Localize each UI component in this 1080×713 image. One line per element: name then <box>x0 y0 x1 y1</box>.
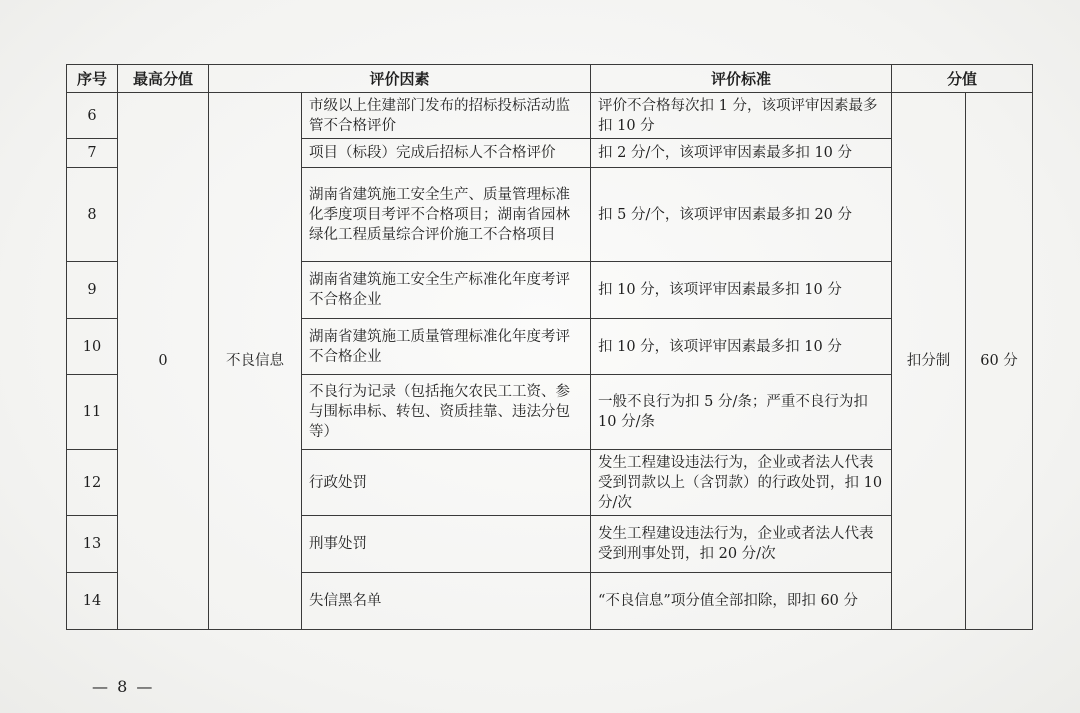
group-max-score: 0 <box>118 93 209 630</box>
row-standard: “不良信息”项分值全部扣除，即扣 60 分 <box>591 573 892 630</box>
row-factor: 刑事处罚 <box>302 516 591 573</box>
row-seq: 6 <box>67 93 118 139</box>
row-standard: 发生工程建设违法行为，企业或者法人代表受到刑事处罚，扣 20 分/次 <box>591 516 892 573</box>
row-factor: 市级以上住建部门发布的招标投标活动监管不合格评价 <box>302 93 591 139</box>
row-standard: 发生工程建设违法行为，企业或者法人代表受到罚款以上（含罚款）的行政处罚，扣 10 分/次 <box>591 450 892 516</box>
row-seq: 10 <box>67 319 118 375</box>
header-max-score: 最高分值 <box>118 65 209 93</box>
row-seq: 7 <box>67 139 118 168</box>
group-method: 扣分制 <box>892 93 966 630</box>
row-standard: 扣 10 分，该项评审因素最多扣 10 分 <box>591 262 892 319</box>
group-score: 60 分 <box>966 93 1033 630</box>
row-seq: 11 <box>67 375 118 450</box>
header-standard: 评价标准 <box>591 65 892 93</box>
row-seq: 14 <box>67 573 118 630</box>
row-factor: 项目（标段）完成后招标人不合格评价 <box>302 139 591 168</box>
group-category: 不良信息 <box>209 93 302 630</box>
evaluation-table <box>66 64 1033 630</box>
header-row <box>67 65 1033 93</box>
row-factor: 湖南省建筑施工安全生产、质量管理标准化季度项目考评不合格项目；湖南省园林绿化工程质量综合评价施工不合格项目 <box>302 168 591 262</box>
row-seq: 13 <box>67 516 118 573</box>
header-seq: 序号 <box>67 65 118 93</box>
row-seq: 12 <box>67 450 118 516</box>
row-factor: 湖南省建筑施工质量管理标准化年度考评不合格企业 <box>302 319 591 375</box>
header-factor: 评价因素 <box>209 65 591 93</box>
page-number: — 8 — <box>92 677 155 696</box>
row-factor: 湖南省建筑施工安全生产标准化年度考评不合格企业 <box>302 262 591 319</box>
row-factor: 不良行为记录（包括拖欠农民工工资、参与围标串标、转包、资质挂靠、违法分包等） <box>302 375 591 450</box>
header-score: 分值 <box>892 65 1033 93</box>
row-standard: 一般不良行为扣 5 分/条；严重不良行为扣 10 分/条 <box>591 375 892 450</box>
row-seq: 9 <box>67 262 118 319</box>
row-standard: 扣 10 分，该项评审因素最多扣 10 分 <box>591 319 892 375</box>
row-factor: 失信黑名单 <box>302 573 591 630</box>
row-standard: 评价不合格每次扣 1 分，该项评审因素最多扣 10 分 <box>591 93 892 139</box>
row-seq: 8 <box>67 168 118 262</box>
row-factor: 行政处罚 <box>302 450 591 516</box>
row-standard: 扣 2 分/个，该项评审因素最多扣 10 分 <box>591 139 892 168</box>
row-standard: 扣 5 分/个，该项评审因素最多扣 20 分 <box>591 168 892 262</box>
table-row <box>67 93 1033 139</box>
